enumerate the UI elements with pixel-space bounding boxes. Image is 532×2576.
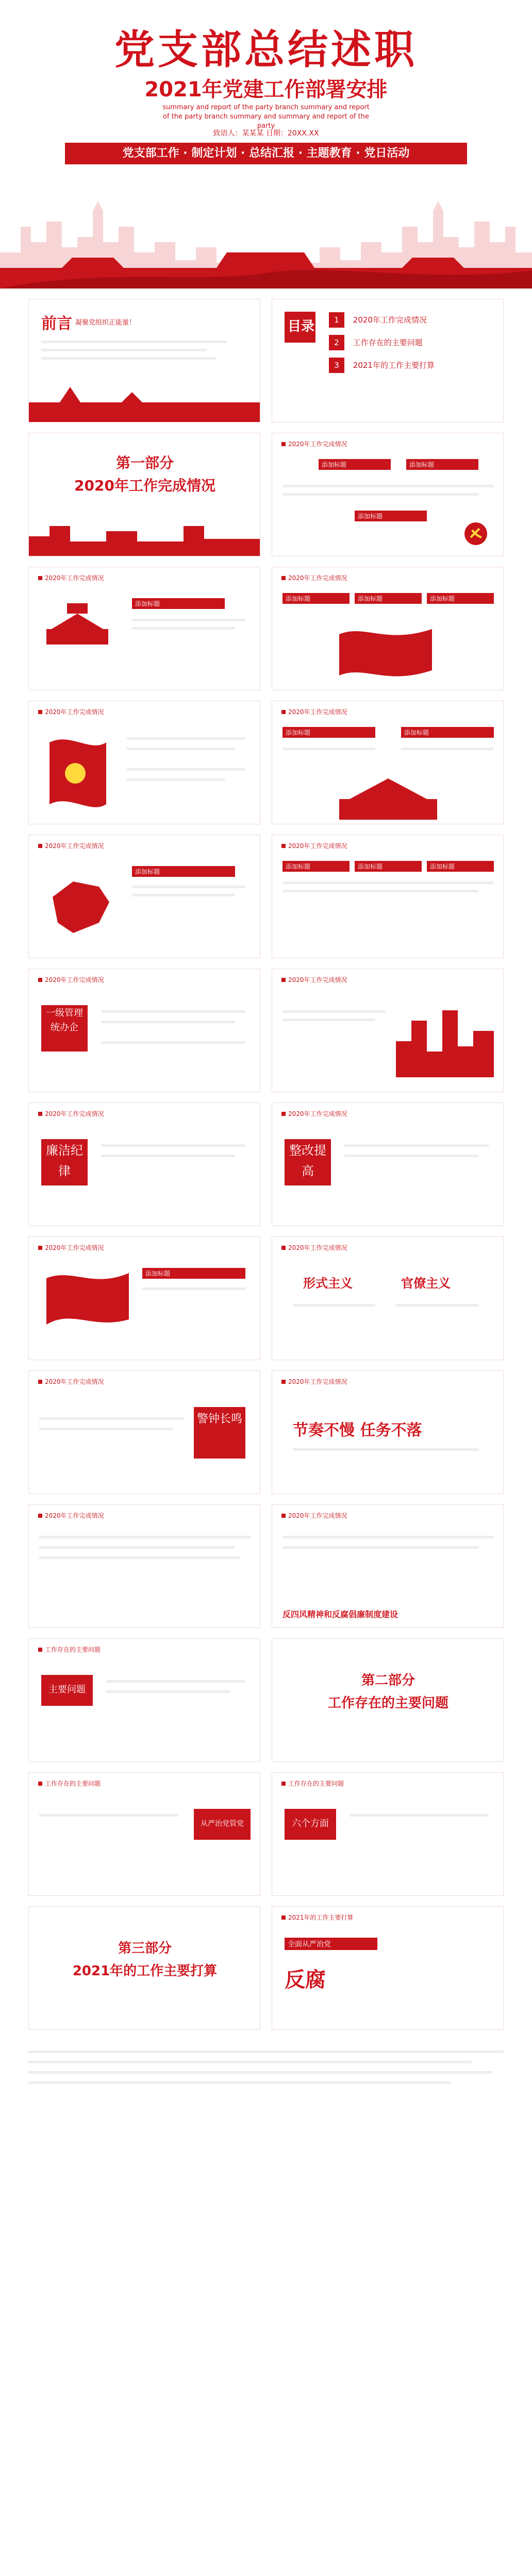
toc-item-num: 3	[329, 358, 344, 373]
text-line	[132, 894, 235, 896]
text-line	[127, 748, 235, 750]
part1-title: 2020年工作完成情况	[74, 477, 215, 494]
slide-header: 2020年工作完成情况	[281, 707, 347, 716]
slide-g	[28, 1236, 260, 1360]
label-box: 全面从严治党	[285, 1938, 377, 1950]
promo-box: 廉洁纪律	[41, 1139, 88, 1185]
slide-header: 工作存在的主要问题	[38, 1779, 101, 1788]
text-line	[401, 748, 494, 750]
hero-meta: 致语人：某某某 日期：20XX.XX	[213, 129, 319, 138]
hero-english: summary and report of the party branch summary and report of the party branch summary and summary and report of the party	[162, 104, 370, 130]
text-line	[39, 1536, 251, 1538]
text-line	[344, 1144, 489, 1147]
part3-label: 第三部分	[118, 1941, 172, 1956]
slide-j	[272, 1370, 504, 1494]
slide-header: 2020年工作完成情况	[38, 707, 104, 716]
text-line	[39, 1417, 184, 1420]
bureaucracy-label: 官僚主义	[401, 1276, 451, 1291]
title-box: 添加标题	[132, 598, 225, 609]
tiananmen-illustration	[334, 768, 442, 820]
text-line	[28, 2050, 504, 2053]
slide-work-summary-5	[272, 701, 504, 824]
slide-header: 2020年工作完成情况	[281, 573, 347, 582]
flag-emblem-illustration	[39, 732, 111, 815]
preface-title: 前言	[41, 315, 72, 333]
slide-i	[28, 1370, 260, 1494]
title-box: 添加标题	[355, 511, 427, 521]
slide-header: 2020年工作完成情况	[38, 1511, 104, 1520]
title-box: 添加标题	[132, 866, 235, 877]
text-line	[344, 1155, 478, 1157]
text-line	[101, 1041, 245, 1044]
promo-box: 警钟长鸣	[194, 1407, 245, 1459]
slide-header: 工作存在的主要问题	[281, 1779, 344, 1788]
party-emblem-icon	[463, 521, 489, 547]
slide-o	[272, 1772, 504, 1896]
part3-title: 2021年的工作主要打算	[72, 1963, 218, 1979]
preface-subtitle: 凝聚党组织正能量！	[75, 319, 136, 327]
flag-icon	[41, 1268, 134, 1330]
slide-m	[28, 1638, 260, 1762]
part1-label: 第一部分	[115, 454, 174, 471]
toc-item-label: 工作存在的主要问题	[353, 338, 423, 347]
reminder-text: 反四风精神和反腐倡廉制度建设	[282, 1609, 398, 1619]
party-building-illustration	[29, 371, 260, 422]
text-line	[39, 1428, 173, 1430]
text-line	[282, 1536, 494, 1538]
slide-b	[272, 835, 504, 958]
text-line	[282, 1019, 375, 1021]
formalism-label: 形式主义	[303, 1276, 353, 1291]
title-box: 添加标题	[355, 593, 422, 604]
slide-k	[28, 1504, 260, 1628]
text-line	[282, 493, 478, 496]
toc-slide	[272, 299, 504, 422]
hero-subtitle: 2021年党建工作部署安排	[144, 78, 388, 101]
text-line	[282, 1546, 478, 1549]
slide-d	[272, 969, 504, 1092]
slide-header: 2020年工作完成情况	[38, 1377, 104, 1386]
text-line	[127, 737, 245, 740]
slide-work-summary-3	[272, 567, 504, 690]
text-line	[106, 1690, 230, 1693]
slide-header: 2020年工作完成情况	[281, 841, 347, 850]
title-box: 添加标题	[427, 861, 494, 872]
slide-header: 2020年工作完成情况	[281, 1377, 347, 1386]
slide-l	[272, 1504, 504, 1628]
slogan-text: 节奏不慢 任务不落	[293, 1421, 422, 1439]
slide-h	[272, 1236, 504, 1360]
hero-cover	[0, 0, 532, 289]
text-line	[142, 1287, 245, 1290]
text-line	[127, 768, 245, 771]
slide-grid-placeholder	[28, 2040, 504, 2576]
slide-header: 2020年工作完成情况	[281, 439, 347, 448]
text-line	[101, 1144, 245, 1147]
text-line	[39, 1814, 178, 1817]
slide-header: 2020年工作完成情况	[281, 975, 347, 984]
slide-header: 工作存在的主要问题	[38, 1645, 101, 1654]
toc-list	[329, 311, 494, 383]
preface-slide	[28, 299, 260, 422]
text-line	[282, 1010, 386, 1013]
slide-header: 2020年工作完成情况	[38, 841, 104, 850]
toc-item[interactable]	[329, 311, 504, 329]
label-box: 从严治党管党	[194, 1809, 251, 1840]
title-box: 添加标题	[142, 1268, 245, 1279]
slide-work-summary-1	[272, 433, 504, 556]
title-box: 添加标题	[427, 593, 494, 604]
title-box: 添加标题	[355, 861, 422, 872]
title-box: 添加标题	[401, 727, 494, 738]
title-box: 添加标题	[319, 459, 391, 470]
text-line	[101, 1010, 245, 1013]
text-line	[350, 1814, 489, 1817]
slide-work-summary-2	[28, 567, 260, 690]
slide-header: 2021年的工作主要打算	[281, 1913, 354, 1922]
preface-text-line	[41, 349, 206, 351]
toc-item[interactable]	[329, 333, 504, 352]
slide-c	[28, 969, 260, 1092]
toc-item[interactable]	[329, 356, 504, 375]
toc-item-label: 2020年工作完成情况	[353, 315, 427, 325]
china-map-icon	[42, 871, 114, 943]
text-line	[132, 619, 245, 621]
title-box: 添加标题	[282, 593, 350, 604]
toc-item-num: 2	[329, 335, 344, 350]
slide-header: 2020年工作完成情况	[38, 1109, 104, 1118]
text-line	[28, 2071, 492, 2074]
text-line	[282, 485, 494, 487]
slide-e	[28, 1103, 260, 1226]
slide-p	[272, 1906, 504, 2030]
text-line	[132, 886, 245, 888]
part3-divider	[28, 1906, 260, 2030]
label-box: 六个方面	[285, 1809, 336, 1840]
title-box: 添加标题	[406, 459, 478, 470]
text-line	[396, 1304, 478, 1307]
slide-header: 2020年工作完成情况	[38, 573, 104, 582]
text-line	[101, 1021, 235, 1023]
label-box: 主要问题	[41, 1675, 93, 1706]
slide-header: 2020年工作完成情况	[281, 1511, 347, 1520]
title-box: 添加标题	[282, 727, 375, 738]
promo-box: 一级管理统办企	[41, 1005, 88, 1052]
slide-n	[28, 1772, 260, 1896]
text-line	[106, 1680, 245, 1683]
title-box: 添加标题	[282, 861, 350, 872]
hero-title: 党支部总结述职	[114, 26, 418, 73]
text-line	[39, 1546, 235, 1549]
skyline-mini	[29, 516, 260, 556]
part2-divider	[272, 1638, 504, 1762]
toc-item-num: 1	[329, 312, 344, 328]
text-line	[293, 1448, 478, 1451]
tiananmen-icon	[41, 593, 113, 650]
fanfu-text: 反腐	[285, 1968, 326, 1992]
slide-a	[28, 835, 260, 958]
toc-item-label: 2021年的工作主要打算	[353, 361, 435, 370]
preface-text-line	[41, 341, 227, 343]
text-line	[101, 1155, 235, 1157]
text-line	[28, 2081, 451, 2084]
part1-divider	[28, 433, 260, 556]
slide-work-summary-4	[28, 701, 260, 824]
text-line	[127, 778, 225, 781]
city-skyline-icon	[396, 1000, 494, 1077]
text-line	[39, 1556, 240, 1559]
flag-icon	[334, 624, 437, 681]
text-line	[132, 627, 235, 630]
text-line	[282, 748, 375, 750]
preface-text-line	[41, 357, 217, 360]
slide-header: 2020年工作完成情况	[38, 975, 104, 984]
promo-box: 整改提高	[285, 1139, 331, 1185]
hero-tagbar: 党支部工作 · 制定计划 · 总结汇报 · 主题教育 · 党日活动	[65, 143, 467, 164]
slide-q	[28, 2040, 504, 2576]
part2-title: 工作存在的主要问题	[327, 1696, 448, 1711]
toc-title: 目录	[285, 312, 315, 343]
text-line	[282, 882, 494, 884]
text-line	[28, 2061, 472, 2063]
part2-label: 第二部分	[361, 1673, 415, 1688]
slide-header: 2020年工作完成情况	[38, 1243, 104, 1252]
text-line	[282, 890, 478, 892]
slide-header: 2020年工作完成情况	[281, 1109, 347, 1118]
skyline-illustration	[0, 165, 532, 289]
slide-header: 2020年工作完成情况	[281, 1243, 347, 1252]
slide-f	[272, 1103, 504, 1226]
text-line	[293, 1304, 375, 1307]
